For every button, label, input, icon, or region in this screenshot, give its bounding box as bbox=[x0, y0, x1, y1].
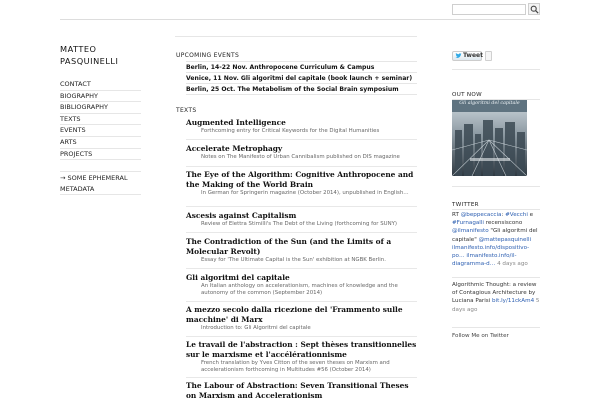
text-entry-title[interactable]: A mezzo secolo dalla ricezione del 'Frammento sulle macchine' di Marx bbox=[186, 305, 403, 324]
tweet-text: RT bbox=[452, 212, 461, 218]
entry-divider bbox=[186, 336, 417, 337]
nav-biography[interactable]: BIOGRAPHY bbox=[60, 91, 141, 103]
text-entry-title[interactable]: The Contradiction of the Sun (and the Limits of a Molecular Revolt) bbox=[186, 237, 392, 256]
tweet-text: : bbox=[501, 212, 506, 218]
main-nav bbox=[60, 79, 141, 160]
twitter-bird-icon bbox=[455, 53, 462, 59]
tweet-button-label: Tweet bbox=[463, 52, 483, 59]
search-input[interactable] bbox=[452, 4, 526, 15]
tweet-text: e bbox=[527, 212, 534, 218]
text-entry-desc: Forthcoming entry for Critical Keywords for the Digital Humanities bbox=[201, 128, 380, 134]
tweet-mention[interactable]: @mattepasquinelli bbox=[478, 236, 532, 243]
text-entry-title[interactable]: The Labour of Abstraction: Seven Transitional Theses on Marxism and Accelerationism bbox=[186, 381, 409, 400]
site-title[interactable] bbox=[60, 43, 148, 67]
text-entry-desc: Notes on The Manifesto of Urban Cannibalism published on DIS magazine bbox=[201, 154, 400, 160]
nav-bibliography[interactable]: BIBLIOGRAPHY bbox=[60, 102, 141, 114]
entry-divider bbox=[186, 206, 417, 207]
tweet-item bbox=[452, 211, 540, 268]
entry-divider bbox=[186, 232, 417, 233]
out-now-heading: OUT NOW bbox=[452, 92, 482, 98]
text-entry-desc: Essay for 'The Ultimate Capital is the Sun' exhibition at NGBK Berlin. bbox=[201, 257, 386, 263]
text-entry-desc: Introduction to: Gli Algoritmi del capitale bbox=[201, 325, 311, 331]
site-title-line2: PASQUINELLI bbox=[60, 56, 119, 66]
tweet-item bbox=[452, 281, 540, 314]
entry-divider bbox=[186, 166, 417, 167]
header-rule bbox=[60, 19, 540, 20]
text-entry-title[interactable]: Gli algoritmi del capitale bbox=[186, 273, 290, 282]
sidebar-rule bbox=[452, 277, 540, 278]
book-cover-title: Gli algoritmi del capitale bbox=[459, 101, 520, 106]
site-title-line1: MATTEO bbox=[60, 44, 97, 54]
text-entry-title[interactable]: Accelerate Metrophagy bbox=[186, 144, 283, 153]
nav-texts[interactable]: TEXTS bbox=[60, 114, 141, 126]
text-entry-desc: Review of Elettra Stimilli's The Debt of the Living (forthcoming for SUNY) bbox=[201, 221, 398, 227]
book-cover-image[interactable] bbox=[452, 100, 527, 176]
like-button[interactable] bbox=[485, 51, 492, 61]
event-item[interactable]: Venice, 11 Nov. Gli algoritmi del capitale (book launch + seminar) bbox=[186, 73, 417, 84]
twitter-heading: TWITTER bbox=[452, 202, 479, 208]
text-entry-title[interactable]: Ascesis against Capitalism bbox=[186, 211, 297, 220]
sidebar-rule bbox=[452, 209, 540, 210]
search-icon bbox=[530, 5, 539, 14]
follow-on-twitter-link[interactable]: Follow Me on Twitter bbox=[452, 333, 509, 339]
text-entry-title[interactable]: Le travail de l'abstraction : Sept thèses transitionnelles sur le marxisme et l'accélérationnisme bbox=[186, 340, 417, 359]
tweet-timestamp[interactable]: 4 days ago bbox=[497, 261, 528, 268]
text-entry bbox=[186, 305, 417, 332]
entry-divider bbox=[186, 377, 417, 378]
nav-projects[interactable]: PROJECTS bbox=[60, 149, 141, 161]
tweet-links[interactable]: ilmanifesto.info/dispositivo-po… ilmanifesto.info/il-diagramma-d… bbox=[452, 244, 530, 268]
main-top-rule bbox=[175, 36, 417, 37]
nav-ephemeral-metadata[interactable]: → SOME EPHEMERAL METADATA bbox=[60, 171, 141, 195]
nav-arts[interactable]: ARTS bbox=[60, 137, 141, 149]
tweet-mention[interactable]: @beppecaccia bbox=[460, 212, 502, 218]
text-entry-desc: An Italian anthology on accelerationism, machines of knowledge and the autonomy of the common (September 2014) bbox=[201, 283, 398, 296]
nav-events[interactable]: EVENTS bbox=[60, 125, 141, 137]
text-entry bbox=[186, 340, 417, 374]
text-entry-title[interactable]: Augmented Intelligence bbox=[186, 118, 286, 127]
entry-divider bbox=[186, 268, 417, 269]
tweet-mention[interactable]: @ilmanifesto bbox=[452, 228, 489, 235]
sidebar-rule bbox=[452, 186, 540, 187]
tweet-text: recensiscono bbox=[483, 220, 523, 227]
text-entry bbox=[186, 381, 417, 400]
entry-divider bbox=[186, 139, 417, 140]
text-entry bbox=[186, 237, 417, 264]
upcoming-events-heading: UPCOMING EVENTS bbox=[176, 52, 240, 59]
event-item[interactable]: Berlin, 25 Oct. The Metabolism of the Social Brain symposium bbox=[186, 84, 417, 95]
tweet-hashtag[interactable]: #Vecchi bbox=[505, 212, 528, 218]
tweet-timestamp[interactable]: 5 days ago bbox=[452, 298, 540, 313]
text-entry bbox=[186, 144, 417, 161]
tweet-link[interactable]: bit.ly/11ckAm4 bbox=[492, 298, 535, 305]
text-entry bbox=[186, 211, 417, 228]
tweet-hashtag[interactable]: #Furnagalli bbox=[452, 220, 484, 227]
text-entry-title[interactable]: The Eye of the Algorithm: Cognitive Anthropocene and the Making of the World Brain bbox=[186, 170, 414, 189]
text-entry-desc: French translation by Yves Citton of the seven theses on Marxism and accelerationism forthcoming in Multitudes #56 (October 2014) bbox=[201, 360, 390, 373]
tweet-text: Algorithmic Thought: a review of Contagious Architecture by Luciana Parisi bbox=[452, 282, 537, 305]
texts-heading: TEXTS bbox=[176, 107, 197, 114]
text-entry bbox=[186, 273, 417, 297]
sidebar-rule bbox=[452, 327, 540, 328]
text-entry-desc: In German for Springerin magazine (October 2014), unpublished in English… bbox=[201, 190, 409, 196]
sidebar-rule bbox=[452, 69, 540, 70]
event-item[interactable]: Berlin, 14-22 Nov. Anthropocene Curriculum & Campus bbox=[186, 62, 417, 73]
entry-divider bbox=[186, 301, 417, 302]
text-entry bbox=[186, 118, 417, 135]
text-entry bbox=[186, 170, 417, 197]
tweet-text: "Gli algoritmi del capitale" bbox=[452, 228, 538, 243]
nav-contact[interactable]: CONTACT bbox=[60, 79, 141, 91]
search-button[interactable] bbox=[528, 3, 540, 15]
book-cover-art bbox=[452, 100, 527, 176]
tweet-button[interactable] bbox=[452, 51, 482, 61]
